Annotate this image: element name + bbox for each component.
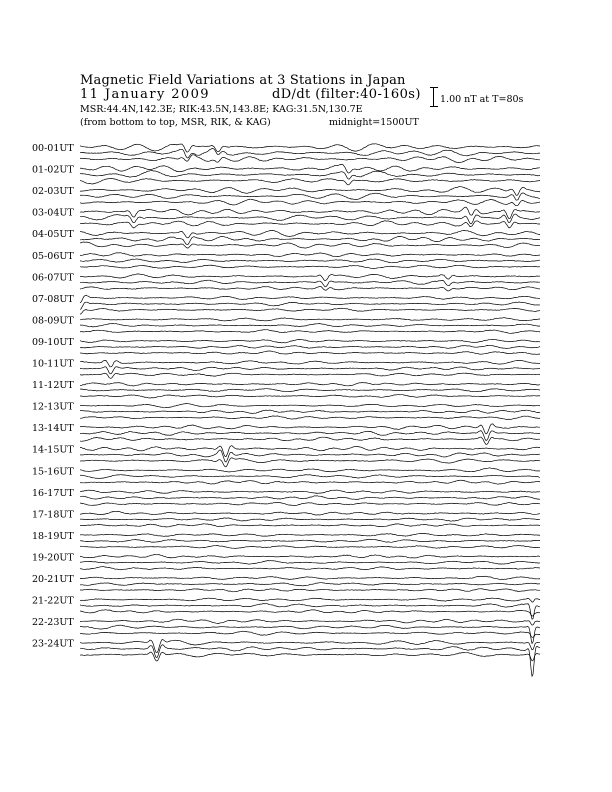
row-02-03UT xyxy=(32,186,540,206)
trace-rik-16-17UT xyxy=(80,496,540,500)
trace-msr-17-18UT xyxy=(80,524,540,527)
trace-kag-02-03UT xyxy=(80,187,540,196)
trace-msr-11-12UT xyxy=(80,395,540,398)
row-18-19UT xyxy=(32,531,540,549)
row-label: 19-20UT xyxy=(32,552,74,564)
row-05-06UT xyxy=(32,251,540,269)
trace-rik-03-04UT xyxy=(80,214,540,224)
trace-rik-07-08UT xyxy=(80,302,540,309)
row-09-10UT xyxy=(32,337,540,354)
trace-rik-02-03UT xyxy=(80,193,540,200)
row-label: 14-15UT xyxy=(32,444,74,456)
row-06-07UT xyxy=(32,272,540,291)
row-label: 12-13UT xyxy=(32,401,74,413)
trace-kag-16-17UT xyxy=(80,490,540,493)
trace-msr-20-21UT xyxy=(80,589,540,592)
trace-kag-07-08UT xyxy=(80,295,540,303)
trace-kag-01-02UT xyxy=(80,165,540,174)
row-label: 13-14UT xyxy=(32,423,74,435)
row-22-23UT xyxy=(32,617,540,643)
row-19-20UT xyxy=(32,552,540,569)
row-label: 23-24UT xyxy=(32,638,74,650)
trace-order-note: (from bottom to top, MSR, RIK, & KAG) xyxy=(80,117,271,128)
trace-kag-05-06UT xyxy=(80,253,540,257)
row-label: 06-07UT xyxy=(32,272,74,284)
row-00-01UT xyxy=(32,143,540,163)
row-04-05UT xyxy=(32,229,540,248)
trace-rik-06-07UT xyxy=(80,280,540,287)
row-23-24UT xyxy=(32,639,540,677)
trace-msr-03-04UT xyxy=(80,221,540,228)
row-label: 16-17UT xyxy=(32,487,74,499)
trace-rik-11-12UT xyxy=(80,389,540,392)
trace-msr-12-13UT xyxy=(80,416,540,420)
trace-msr-01-02UT xyxy=(80,178,540,185)
row-label: 11-12UT xyxy=(32,380,74,392)
row-15-16UT xyxy=(32,466,540,484)
trace-msr-21-22UT xyxy=(80,610,540,616)
trace-rik-19-20UT xyxy=(80,561,540,565)
row-label: 15-16UT xyxy=(32,466,74,478)
trace-rik-20-21UT xyxy=(80,583,540,586)
row-label: 22-23UT xyxy=(32,617,74,629)
trace-rik-05-06UT xyxy=(80,259,540,263)
trace-msr-08-09UT xyxy=(80,330,540,334)
trace-msr-05-06UT xyxy=(80,265,540,269)
trace-kag-08-09UT xyxy=(80,318,540,321)
row-label: 05-06UT xyxy=(32,250,74,262)
row-01-02UT xyxy=(32,165,540,185)
trace-kag-11-12UT xyxy=(80,383,540,387)
row-17-18UT xyxy=(32,509,540,527)
station-coordinates: MSR:44.4N,142.3E; RIK:43.5N,143.8E; KAG:31.5N,130.7E xyxy=(80,104,363,115)
trace-msr-14-15UT xyxy=(80,458,540,467)
trace-msr-07-08UT xyxy=(80,308,540,314)
trace-rik-15-16UT xyxy=(80,475,540,479)
row-21-22UT xyxy=(32,596,540,620)
midnight-note: midnight=1500UT xyxy=(329,117,419,128)
trace-msr-16-17UT xyxy=(80,502,540,505)
trace-rik-09-10UT xyxy=(80,345,540,348)
trace-msr-18-19UT xyxy=(80,545,540,548)
row-16-17UT xyxy=(32,488,540,506)
row-label: 03-04UT xyxy=(32,207,74,219)
trace-msr-10-11UT xyxy=(80,373,540,378)
row-label: 20-21UT xyxy=(32,574,74,585)
trace-msr-04-05UT xyxy=(80,242,540,248)
row-label: 02-03UT xyxy=(32,186,74,198)
row-label: 04-05UT xyxy=(32,229,74,241)
row-label: 07-08UT xyxy=(32,293,74,305)
trace-kag-10-11UT xyxy=(80,360,540,366)
row-11-12UT xyxy=(32,380,540,398)
trace-msr-19-20UT xyxy=(80,567,540,570)
trace-rik-01-02UT xyxy=(80,171,540,180)
trace-rik-23-24UT xyxy=(80,645,540,677)
row-14-15UT xyxy=(32,445,540,467)
trace-rik-04-05UT xyxy=(80,236,540,244)
row-12-13UT xyxy=(32,402,540,420)
trace-kag-09-10UT xyxy=(80,339,540,343)
trace-msr-09-10UT xyxy=(80,351,540,354)
trace-kag-18-19UT xyxy=(80,533,540,536)
plot-date: 11 January 2009 xyxy=(80,87,210,102)
row-20-21UT xyxy=(32,574,540,592)
trace-msr-22-23UT xyxy=(80,631,540,637)
scale-label: 1.00 nT at T=80s xyxy=(440,94,524,105)
trace-kag-12-13UT xyxy=(80,404,540,408)
trace-msr-13-14UT xyxy=(80,437,540,444)
trace-msr-15-16UT xyxy=(80,480,540,484)
trace-kag-17-18UT xyxy=(80,511,540,515)
trace-rik-10-11UT xyxy=(80,367,540,374)
row-label: 17-18UT xyxy=(32,509,74,521)
trace-rik-12-13UT xyxy=(80,410,540,413)
trace-kag-22-23UT xyxy=(80,619,540,625)
trace-msr-23-24UT xyxy=(80,652,540,661)
trace-rik-08-09UT xyxy=(80,324,540,328)
trace-kag-15-16UT xyxy=(80,468,540,472)
row-label: 09-10UT xyxy=(32,336,74,348)
trace-rik-00-01UT xyxy=(80,148,540,158)
row-03-04UT xyxy=(32,207,540,228)
trace-kag-21-22UT xyxy=(80,598,540,602)
plot-title: Magnetic Field Variations at 3 Stations in Japan xyxy=(80,73,406,88)
row-label: 18-19UT xyxy=(32,530,74,542)
row-label: 01-02UT xyxy=(32,164,74,176)
row-10-11UT xyxy=(32,359,540,379)
trace-rik-18-19UT xyxy=(80,539,540,542)
row-07-08UT xyxy=(32,294,540,314)
row-13-14UT xyxy=(32,423,540,444)
trace-kag-20-21UT xyxy=(80,576,540,579)
row-label: 00-01UT xyxy=(32,143,74,154)
trace-msr-00-01UT xyxy=(80,155,540,163)
row-08-09UT xyxy=(32,315,540,333)
trace-kag-23-24UT xyxy=(80,640,540,653)
row-label: 10-11UT xyxy=(32,358,74,370)
trace-kag-06-07UT xyxy=(80,274,540,281)
trace-rik-17-18UT xyxy=(80,518,540,521)
row-label: 21-22UT xyxy=(32,595,74,607)
trace-kag-04-05UT xyxy=(80,231,540,238)
trace-msr-06-07UT xyxy=(80,286,540,291)
row-label: 08-09UT xyxy=(32,315,74,327)
trace-kag-19-20UT xyxy=(80,555,540,559)
trace-kag-00-01UT xyxy=(80,144,540,152)
trace-msr-02-03UT xyxy=(80,199,540,206)
plot-quantity: dD/dt (filter:40-160s) xyxy=(272,87,421,102)
